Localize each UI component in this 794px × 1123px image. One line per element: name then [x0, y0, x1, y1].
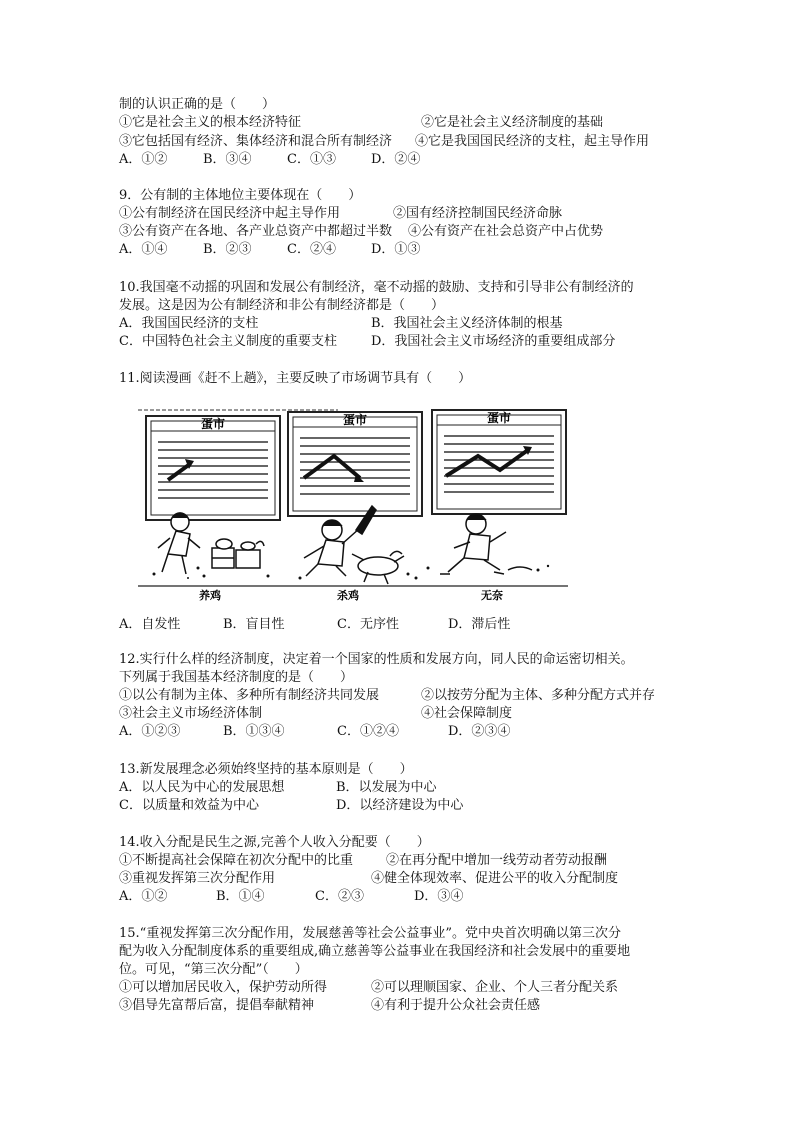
q13-choice-a: A．以人民为中心的发展思想	[119, 780, 285, 795]
q12-stem-line-2: 下列属于我国基本经济制度的是（ ）	[119, 670, 354, 685]
q8-option-2: ②它是社会主义经济制度的基础	[421, 115, 604, 130]
q12-option-3: ③社会主义市场经济体制	[119, 706, 263, 721]
q15-option-3: ③倡导先富帮后富，提倡奉献精神	[119, 998, 315, 1013]
cartoon-ground-dots-3	[427, 565, 550, 572]
q14-choice-c: C．②③	[315, 889, 364, 904]
cartoon-panel-1-board	[146, 416, 280, 520]
q14-choice-b: B．①④	[216, 889, 265, 904]
q10-stem-line-1: 10.我国毫不动摇的巩固和发展公有制经济，毫不动摇的鼓励、支持和引导非公有制经济的	[119, 280, 634, 295]
q8-choice-a: A．①②	[119, 152, 168, 167]
q11-choice-d: D．滞后性	[448, 617, 511, 632]
q11-stem: 11.阅读漫画《赶不上趟》，主要反映了市场调节具有（ ）	[119, 371, 472, 386]
q8-option-3: ③它包括国有经济、集体经济和混合所有制经济	[119, 134, 393, 149]
q15-option-1: ①可以增加居民收入，保护劳动所得	[119, 980, 328, 995]
q9-option-1: ①公有制经济在国民经济中起主导作用	[119, 206, 341, 221]
q11-choice-b: B．盲目性	[223, 617, 285, 632]
q9-stem: 9．公有制的主体地位主要体现在（ ）	[119, 188, 362, 203]
cartoon-panel-2-board	[288, 412, 422, 516]
q13-choice-c: C．以质量和效益为中心	[119, 798, 259, 813]
q12-option-4: ④社会保障制度	[421, 706, 513, 721]
q9-choice-c: C．②④	[287, 242, 336, 257]
q14-choice-a: A．①②	[119, 889, 168, 904]
q13-choice-d: D．以经济建设为中心	[336, 798, 464, 813]
q9-choice-b: B．②③	[203, 242, 252, 257]
q14-option-1: ①不断提高社会保障在初次分配中的比重	[119, 853, 354, 868]
cartoon-figure-raising-chickens	[158, 513, 264, 574]
q8-option-1: ①它是社会主义的根本经济特征	[119, 115, 302, 130]
cartoon-gan-bu-shang-tang	[128, 398, 568, 604]
panel-1-title: 蛋市	[200, 417, 226, 431]
q10-choice-a: A．我国国民经济的支柱	[119, 316, 259, 331]
q14-option-3: ③重视发挥第三次分配作用	[119, 871, 276, 886]
caption-killing-chickens: 杀鸡	[337, 589, 359, 602]
q14-option-2: ②在再分配中增加一线劳动者劳动报酬	[386, 853, 608, 868]
caption-raising-chickens: 养鸡	[199, 589, 221, 602]
q13-stem: 13.新发展理念必须始终坚持的基本原则是（ ）	[119, 762, 413, 777]
q15-option-2: ②可以理顺国家、企业、个人三者分配关系	[371, 980, 619, 995]
q10-choice-b: B．我国社会主义经济体制的根基	[371, 316, 563, 331]
q10-choice-d: D．我国社会主义市场经济的重要组成部分	[371, 334, 616, 349]
q9-choice-d: D．①③	[371, 242, 421, 257]
q8-choice-c: C．①③	[287, 152, 336, 167]
q9-option-2: ②国有经济控制国民经济命脉	[393, 206, 563, 221]
panel-2-title: 蛋市	[342, 413, 368, 427]
q12-option-1: ①以公有制为主体、多种所有制经济共同发展	[119, 688, 380, 703]
q14-stem: 14.收入分配是民生之源,完善个人收入分配要（ ）	[119, 835, 430, 850]
q9-option-3: ③公有资产在各地、各产业总资产中都超过半数	[119, 224, 393, 239]
q14-choice-d: D．③④	[414, 889, 464, 904]
cartoon-panel-3-board	[432, 410, 566, 514]
panel-3-title: 蛋市	[486, 411, 512, 425]
q15-option-4: ④有利于提升公众社会责任感	[371, 998, 541, 1013]
q9-choice-a: A．①④	[119, 242, 168, 257]
q12-choice-a: A．①②③	[119, 724, 181, 739]
q15-stem-line-3: 位。可见，“第三次分配”（ ）	[119, 962, 308, 977]
q10-stem-line-2: 发展。这是因为公有制经济和非公有制经济都是（ ）	[119, 298, 445, 313]
q11-choice-c: C．无序性	[337, 617, 399, 632]
cartoon-figure-killing-chickens	[304, 506, 404, 584]
q12-stem-line-1: 12.实行什么样的经济制度，决定着一个国家的性质和发展方向，同人民的命运密切相关。	[119, 652, 634, 667]
q8-choice-b: B．③④	[203, 152, 252, 167]
q8-choice-d: D．②④	[371, 152, 421, 167]
q14-option-4: ④健全体现效率、促进公平的收入分配制度	[371, 871, 619, 886]
cartoon-figure-helpless	[440, 514, 532, 574]
caption-helpless: 无奈	[481, 589, 503, 602]
q8-stem: 制的认识正确的是（ ）	[119, 97, 276, 112]
q10-choice-c: C．中国特色社会主义制度的重要支柱	[119, 334, 337, 349]
q15-stem-line-2: 配为收入分配制度体系的重要组成,确立慈善等公益事业在我国经济和社会发展中的重要地	[119, 944, 631, 959]
q12-choice-d: D．②③④	[448, 724, 511, 739]
q13-choice-b: B．以发展为中心	[336, 780, 437, 795]
q8-option-4: ④它是我国国民经济的支柱，起主导作用	[415, 134, 650, 149]
cartoon-ground-dots-2	[299, 573, 418, 580]
q11-choice-a: A．自发性	[119, 617, 181, 632]
q15-stem-line-1: 15.“重视发挥第三次分配作用，发展慈善等社会公益事业”。党中央首次明确以第三次分	[119, 926, 621, 941]
q12-option-2: ②以按劳分配为主体、多种分配方式并存	[421, 688, 656, 703]
q12-choice-c: C．①②④	[337, 724, 399, 739]
q9-option-4: ④公有资产在社会总资产中占优势	[408, 224, 604, 239]
q12-choice-b: B．①③④	[223, 724, 285, 739]
